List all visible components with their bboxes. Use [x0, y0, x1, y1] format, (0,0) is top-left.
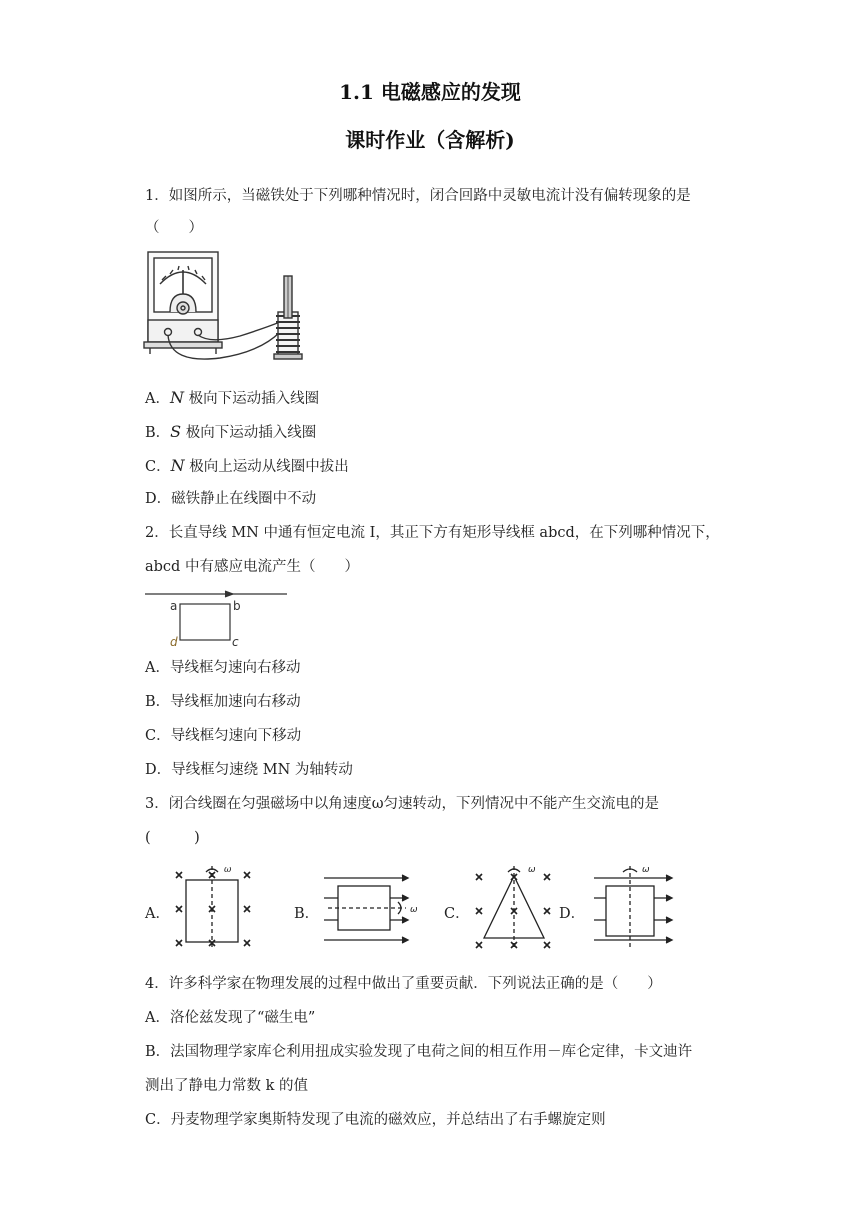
q4-option-a: A．洛伦兹发现了“磁生电” — [145, 1010, 316, 1026]
q1-option-b-letter: B． — [145, 425, 171, 441]
q2-option-b-letter: B． — [145, 694, 171, 710]
q3-option-b-label: B． — [294, 906, 320, 922]
q1-option-b-text: 极向下运动插入线圈 — [185, 425, 317, 441]
q1-option-c-letter: C． — [145, 459, 171, 475]
q3-option-d-label: D． — [559, 906, 586, 922]
q3-option-c-figure — [472, 862, 562, 952]
q3-paren: ( ) — [145, 830, 200, 846]
q1-option-a-text: 极向下运动插入线圈 — [188, 391, 320, 407]
q4-option-b-line2: 测出了静电力常数 k 的值 — [145, 1078, 309, 1094]
q2-option-d-text: 导线框匀速绕 MN 为轴转动 — [171, 762, 353, 778]
q3-option-a-label: A． — [145, 906, 170, 922]
q3-option-b-figure — [320, 868, 430, 952]
q3-a-omega: ω — [224, 865, 232, 875]
q2-label-d: d — [170, 635, 178, 649]
q2-option-d-letter: D． — [145, 762, 172, 778]
q1-option-d — [145, 489, 316, 509]
q2-option-b — [145, 692, 301, 712]
q3-option-c-label: C． — [444, 906, 470, 922]
q1-paren: （ ） — [145, 220, 203, 236]
q1-galvanometer-figure — [140, 246, 320, 364]
q2-stem: 2．长直导线 MN 中通有恒定电流 I，其正下方有矩形导线框 abcd，在下列哪种情况下， — [145, 525, 720, 541]
document-title: 1.1 电磁感应的发现 — [339, 80, 521, 104]
q2-option-d — [145, 760, 353, 780]
q4-option-b-line1: B．法国物理学家库仑利用扭成实验发现了电荷之间的相互作用－库仑定律，卡文迪许 — [145, 1044, 693, 1060]
q1-option-c-symbol: N — [170, 456, 185, 475]
q1-option-b-symbol: S — [170, 422, 182, 441]
q1-option-d-letter: D． — [145, 491, 172, 507]
q1-option-c — [145, 456, 349, 477]
q1-option-a-symbol: N — [169, 388, 184, 407]
q2-label-a: a — [170, 599, 178, 613]
q1-option-a-letter: A． — [145, 391, 170, 407]
q1-stem: 1．如图所示，当磁铁处于下列哪种情况时，闭合回路中灵敏电流计没有偏转现象的是 — [145, 188, 691, 204]
q2-option-a-letter: A． — [145, 660, 170, 676]
q2-label-b: b — [233, 599, 241, 613]
q2-label-c: c — [232, 635, 239, 649]
q2-option-a-text: 导线框匀速向右移动 — [169, 660, 301, 676]
q1-option-a — [145, 388, 319, 409]
q2-wire-frame-figure — [145, 588, 295, 648]
q2-option-c — [145, 726, 301, 746]
q1-option-d-text: 磁铁静止在线圈中不动 — [171, 491, 317, 507]
q2-option-c-text: 导线框匀速向下移动 — [170, 728, 302, 744]
q4-stem: 4．许多科学家在物理发展的过程中做出了重要贡献．下列说法正确的是（ ） — [145, 976, 662, 992]
q2-option-b-text: 导线框加速向右移动 — [170, 694, 301, 710]
q4-option-c: C．丹麦物理学家奥斯特发现了电流的磁效应，并总结出了右手螺旋定则 — [145, 1112, 606, 1128]
q1-option-c-text: 极向上运动从线圈中拔出 — [189, 459, 349, 475]
q3-stem: 3．闭合线圈在匀强磁场中以角速度ω匀速转动，下列情况中不能产生交流电的是 — [145, 796, 660, 812]
q1-option-b — [145, 422, 316, 443]
q3-option-d-figure — [590, 862, 680, 952]
q3-option-a-figure — [172, 862, 262, 952]
q3-b-omega: ω — [410, 905, 418, 915]
q2-option-c-letter: C． — [145, 728, 171, 744]
document-subtitle: 课时作业（含解析) — [345, 128, 515, 152]
q3-d-omega: ω — [642, 865, 650, 875]
q2-option-a — [145, 658, 300, 678]
q2-stem-continued: abcd 中有感应电流产生（ ） — [145, 559, 359, 575]
q3-c-omega: ω — [528, 865, 536, 875]
